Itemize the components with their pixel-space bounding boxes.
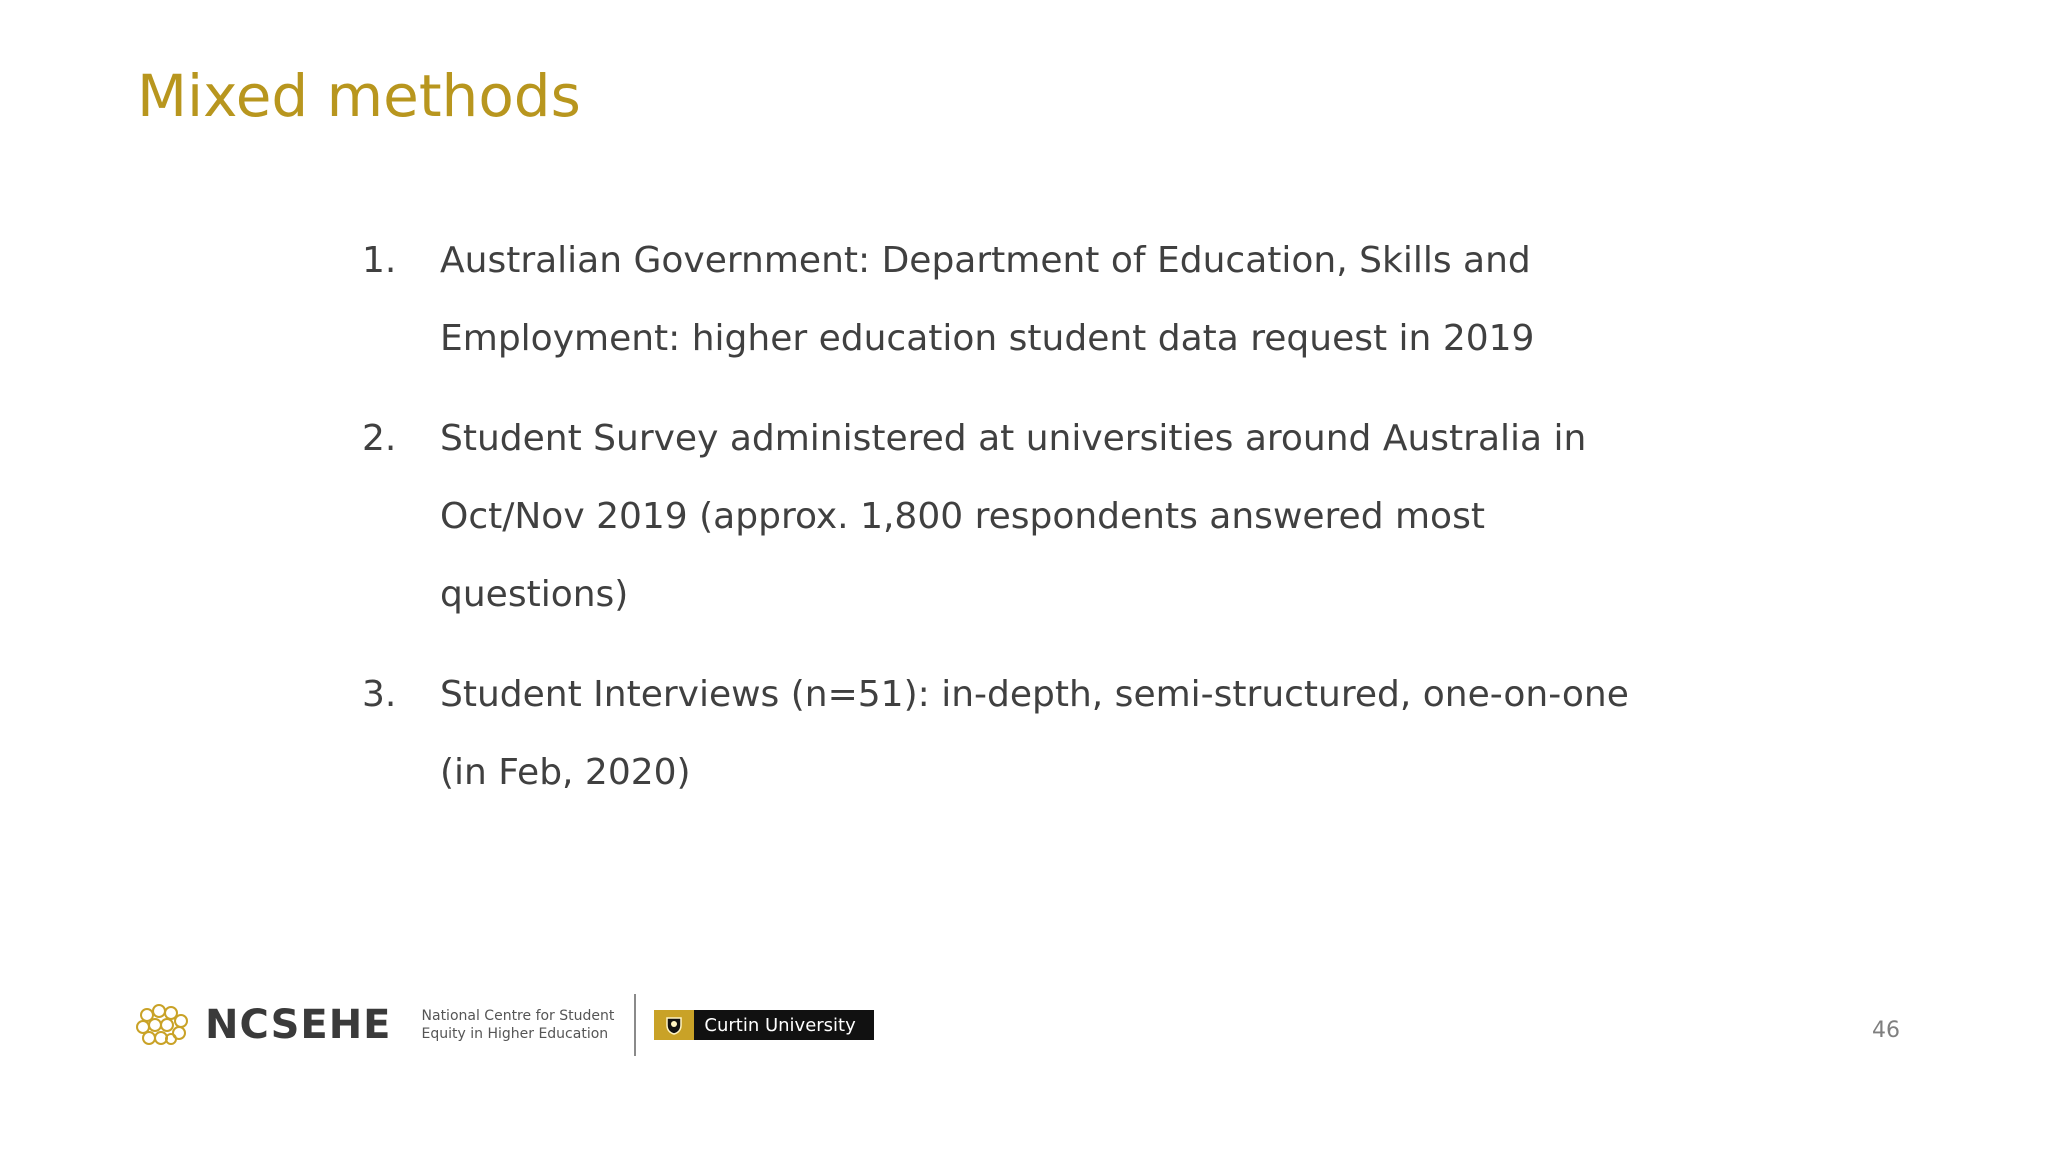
methods-list — [362, 222, 1782, 834]
ncsehe-subtitle-line2: Equity in Higher Education — [421, 1026, 609, 1042]
list-item — [362, 656, 1782, 812]
ncsehe-subtitle-line1: National Centre for Student — [421, 1008, 615, 1024]
ncsehe-logo-text: NCSEHE — [205, 1002, 392, 1048]
curtin-logo — [654, 1010, 873, 1040]
list-item-text: Australian Government: Department of Education, Skills and Employment: higher education student data request in 2019 — [440, 240, 1535, 359]
curtin-logo-text: Curtin University — [704, 1014, 856, 1036]
list-item-text: Student Survey administered at universities around Australia in Oct/Nov 2019 (approx. 1,800 respondents answered most questions) — [440, 418, 1587, 615]
ncsehe-circles-logo-icon — [133, 1001, 193, 1049]
curtin-crest-icon — [654, 1010, 694, 1040]
page-number: 46 — [1872, 1018, 1900, 1043]
list-item-text: Student Interviews (n=51): in-depth, semi-structured, one-on-one (in Feb, 2020) — [440, 674, 1629, 793]
list-item — [362, 222, 1782, 378]
list-item-number: 2. — [362, 418, 397, 459]
footer-logos — [133, 990, 874, 1060]
ncsehe-logo — [133, 1001, 614, 1049]
list-item — [362, 400, 1782, 634]
logo-divider — [634, 994, 636, 1056]
list-item-number: 1. — [362, 240, 397, 281]
list-item-number: 3. — [362, 674, 397, 715]
slide-title: Mixed methods — [137, 62, 581, 130]
ncsehe-subtitle — [422, 1007, 615, 1043]
